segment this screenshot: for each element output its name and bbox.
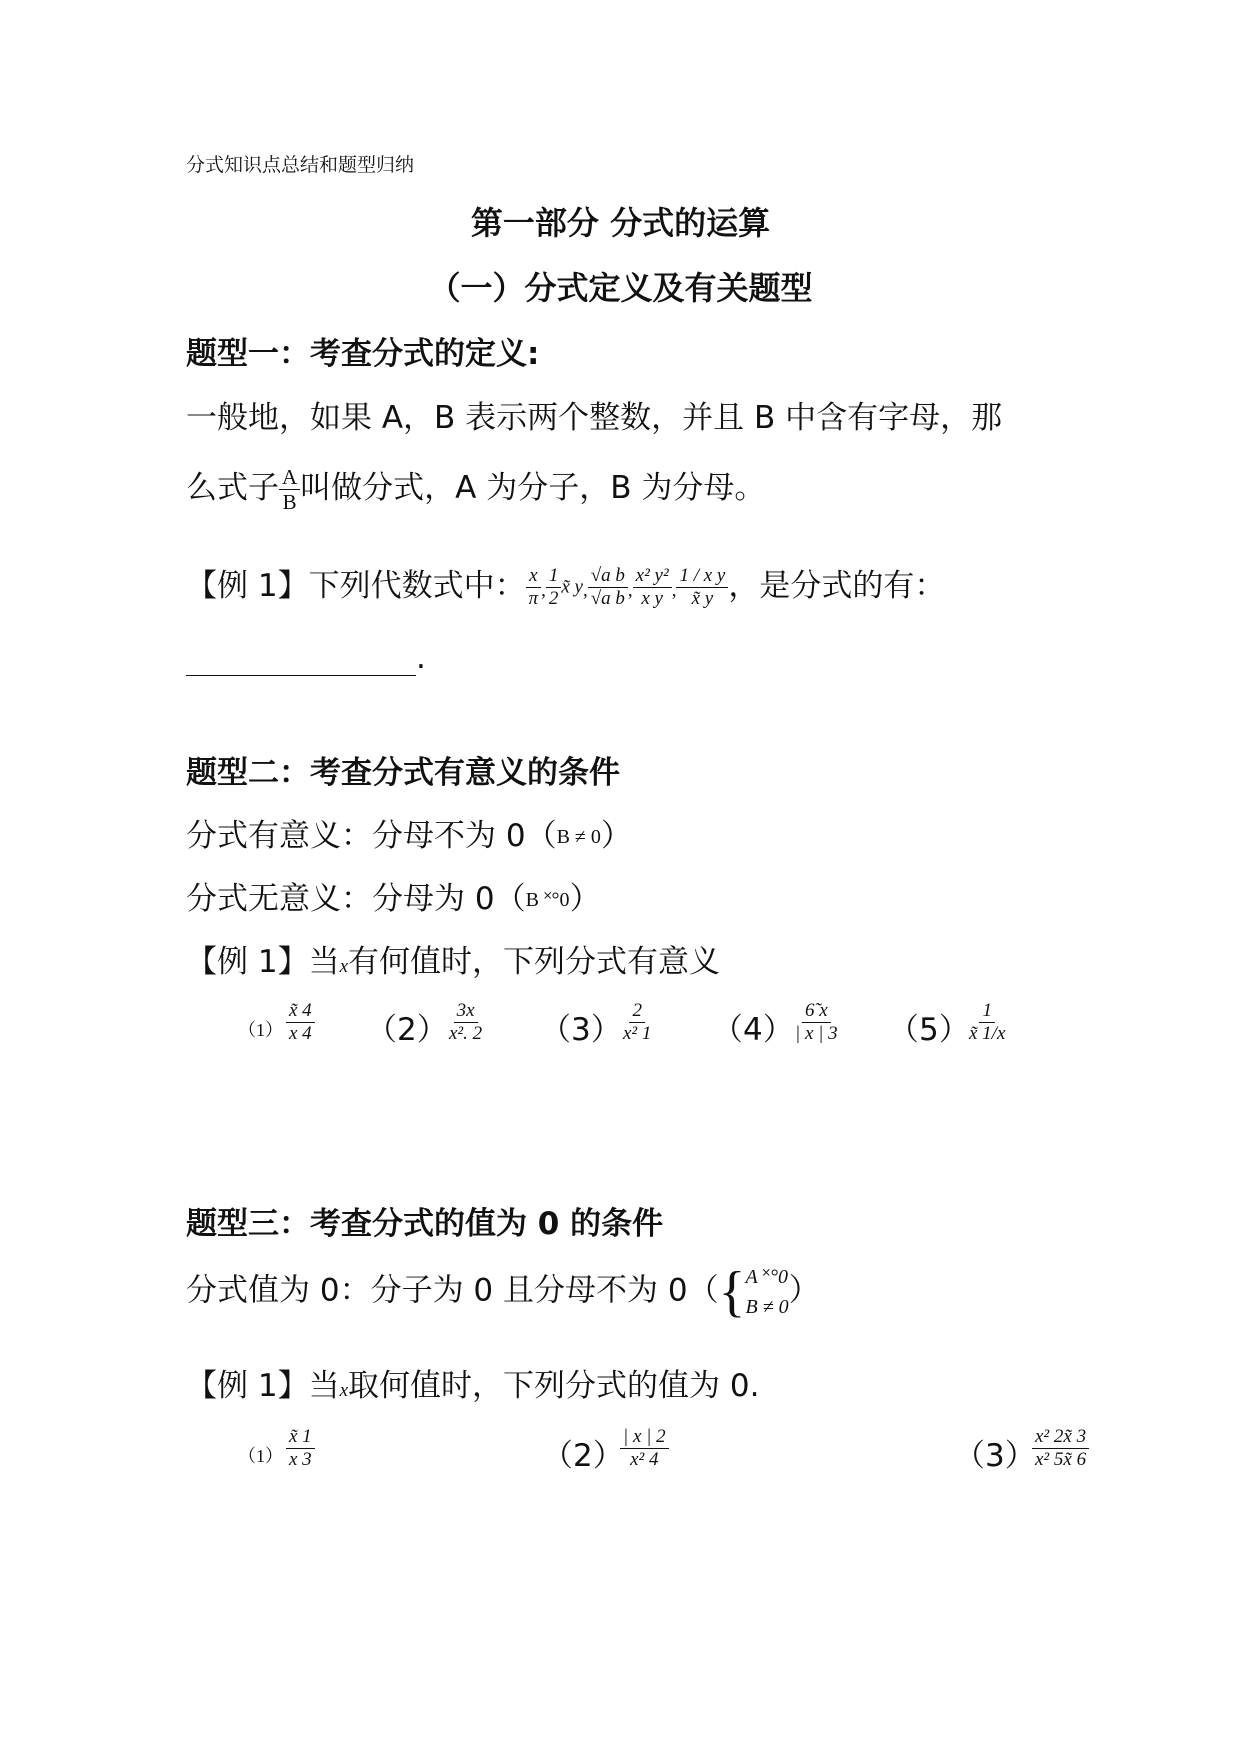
type3-condition [186, 1262, 820, 1322]
fraction-numerator: A [279, 465, 300, 490]
cond-meaningless-text: 分式无意义：分母为 0（ [186, 881, 526, 917]
t3-item-1-num: x̃ 1 [286, 1426, 315, 1449]
t2-item-4-fraction [792, 1000, 841, 1045]
expr-6-den: x̃ y [691, 588, 714, 609]
t2-item-3-den: x² 1 [623, 1022, 652, 1044]
answer-line [186, 640, 426, 676]
type3-example-prefix: 【例 1】当 [186, 1368, 340, 1404]
t2-item-3-fraction [620, 1000, 654, 1045]
expr-4-num: √a b [588, 565, 628, 588]
type1-line2-suffix: 叫做分式，A 为分子，B 为分母。 [300, 470, 766, 506]
t2-item-4-num: 6̃ x [802, 1000, 831, 1023]
t2-item-4-label: （4） [712, 1012, 794, 1048]
answer-blank[interactable] [186, 647, 416, 676]
type1-example-prefix: 【例 1】下列代数式中： [186, 568, 526, 604]
t3-item-2-label: （2） [542, 1438, 624, 1474]
type3-example-suffix: 取何值时，下列分式的值为 0. [348, 1368, 760, 1404]
t2-item-2-den: x². 2 [449, 1022, 483, 1044]
t2-item-3-label: （3） [540, 1012, 622, 1048]
expr-2-num: 1 [546, 565, 562, 588]
t2-item-1-num: x̃ 4 [286, 1000, 315, 1023]
type3-heading: 题型三：考查分式的值为 0 的条件 [186, 1206, 664, 1242]
type3-condition-text: 分式值为 0：分子为 0 且分母不为 0（ [186, 1272, 719, 1309]
a-over-b-fraction [279, 465, 300, 514]
variable-x: x [339, 1380, 349, 1401]
type1-example-suffix: ，是分式的有： [728, 568, 946, 604]
t2-item-5-fraction [966, 1000, 1008, 1045]
cond-meaningless-math: B ˟°0 [525, 889, 570, 911]
t3-item-2-den: x² 4 [630, 1448, 659, 1470]
t2-item-2-num: 3x [454, 1000, 478, 1023]
expr-6-num: 1 / x y [676, 565, 728, 588]
expr-1-num: x [526, 565, 540, 588]
expr-6 [676, 565, 728, 610]
expr-5-den: x y [641, 588, 663, 609]
t2-item-1-fraction [286, 1000, 315, 1045]
close-paren: ） [788, 1272, 820, 1309]
expr-4 [588, 565, 628, 610]
variable-x: x [339, 956, 349, 977]
case-denominator-nonzero: B ≠ 0 [745, 1296, 789, 1318]
t3-item-1-den: x 3 [289, 1448, 312, 1470]
fraction-denominator: B [282, 490, 297, 514]
t2-item-1-den: x 4 [289, 1022, 312, 1044]
type2-condition-meaningful [186, 810, 632, 855]
type1-definition-line1: 一般地，如果 A，B 表示两个整数，并且 B 中含有字母，那 [186, 400, 1003, 436]
type2-example-prefix: 【例 1】当 [186, 944, 340, 980]
cond-meaningful-math: B ≠ 0 [556, 826, 601, 848]
t2-item-2-fraction [446, 1000, 485, 1045]
expr-2 [546, 565, 562, 610]
t2-item-4-den: | x | 3 [795, 1022, 838, 1044]
expr-5-num: x² y² [633, 565, 672, 588]
type2-example [186, 936, 720, 981]
t3-item-3-fraction [1032, 1426, 1089, 1471]
t3-item-1-label: （1） [238, 1446, 283, 1466]
cond-meaningful-text: 分式有意义：分母不为 0（ [186, 818, 557, 854]
expr-4-den: √a b [590, 588, 625, 609]
type2-condition-meaningless [186, 873, 601, 918]
type2-example-suffix: 有何值时，下列分式有意义 [348, 944, 721, 980]
t2-item-3-num: 2 [629, 1000, 645, 1023]
type1-example: 【例 1】下列代数式中： $\frac{x}{\pi}$ , $\frac{1}{2}$ x̃ y, $\frac{\text{√a b}}{\text{√a b}}$ , $\frac{\text{x² y²}}{\text{x y}}$ , $\frac{\text{1 / x y}}{x̃ y}$ ，是分式的有： [186, 565, 946, 609]
expr-1-den: π [528, 588, 539, 609]
t2-item-1-label: （1） [238, 1020, 283, 1040]
t2-item-2-label: （2） [366, 1012, 448, 1048]
answer-period: . [416, 640, 426, 676]
close-paren: ） [569, 881, 601, 917]
type3-example [186, 1360, 759, 1405]
section-title: （一）分式定义及有关题型 [428, 269, 813, 307]
expr-1 [526, 565, 542, 610]
close-paren: ） [600, 818, 632, 854]
t2-item-5-num: 1 [979, 1000, 995, 1023]
type1-definition-line2 [186, 462, 765, 514]
t2-item-5-den: x̃ 1/x [969, 1022, 1006, 1044]
t2-item-5-label: （5） [888, 1012, 970, 1048]
expr-5 [633, 565, 672, 610]
type1-heading: 题型一：考查分式的定义: [186, 336, 540, 372]
document-title: 分式知识点总结和题型归纳 [186, 154, 415, 176]
t3-item-1-fraction [286, 1426, 315, 1471]
case-numerator-zero: A ˟°0 [745, 1266, 788, 1288]
t3-item-3-den: x² 5x̃ 6 [1035, 1448, 1087, 1470]
t3-item-3-label: （3） [954, 1438, 1036, 1474]
type2-heading: 题型二：考查分式有意义的条件 [186, 755, 620, 791]
part-title: 第一部分 分式的运算 [470, 204, 771, 242]
t3-item-2-num: | x | 2 [620, 1426, 669, 1449]
cases-brace: { A ˟°0 B ≠ 0 [718, 1261, 789, 1323]
expr-3: x̃ y [561, 576, 583, 598]
t3-item-2-fraction [620, 1426, 669, 1471]
expr-2-den: 2 [548, 588, 559, 609]
t3-item-3-num: x² 2x̃ 3 [1032, 1426, 1089, 1449]
type1-line2-prefix: 么式子 [186, 470, 279, 506]
